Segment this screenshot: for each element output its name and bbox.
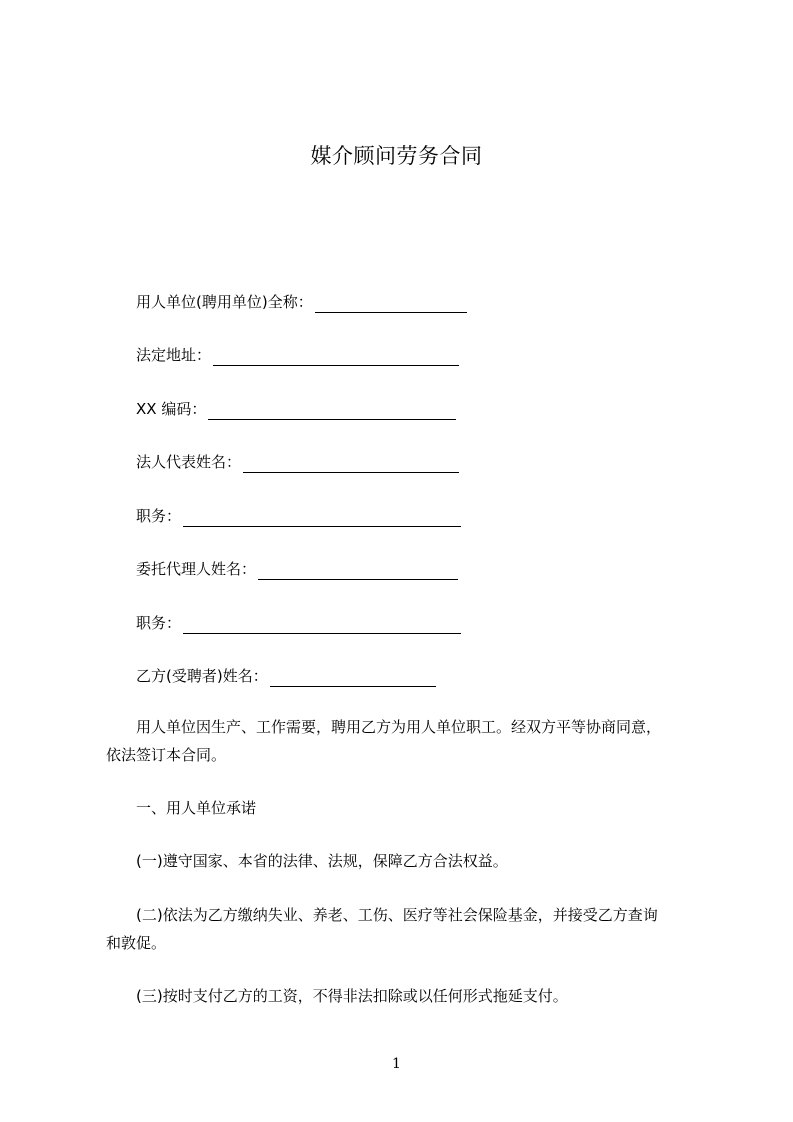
field-employer-name bbox=[136, 289, 467, 313]
field-label: 委托代理人姓名： bbox=[136, 560, 257, 578]
field-label: 法定地址： bbox=[136, 346, 212, 364]
field-label: 职务： bbox=[136, 507, 182, 525]
clause-2-line-2: 和敦促。 bbox=[106, 934, 167, 952]
document-title: 媒介顾问劳务合同 bbox=[310, 144, 483, 168]
intro-line-1: 用人单位因生产、工作需要，聘用乙方为用人单位职工。经双方平等协商同意， bbox=[136, 718, 662, 736]
intro-paragraph bbox=[106, 713, 706, 769]
intro-line-2: 依法签订本合同。 bbox=[106, 746, 227, 764]
blank-line bbox=[243, 454, 459, 473]
field-position-2 bbox=[136, 610, 461, 634]
section-heading: 一、用人单位承诺 bbox=[136, 799, 257, 817]
field-authorized-agent bbox=[136, 556, 458, 580]
field-code bbox=[136, 396, 456, 420]
clause-2 bbox=[106, 901, 706, 957]
field-legal-address bbox=[136, 342, 459, 366]
clause-1: (一)遵守国家、本省的法律、法规，保障乙方合法权益。 bbox=[136, 852, 508, 870]
blank-line bbox=[270, 668, 436, 687]
blank-line bbox=[213, 347, 459, 366]
field-label: 职务： bbox=[136, 614, 182, 632]
blank-line bbox=[208, 401, 456, 420]
field-position-1 bbox=[136, 503, 461, 527]
blank-line bbox=[183, 508, 461, 527]
field-label: XX 编码： bbox=[136, 400, 207, 418]
field-label: 法人代表姓名： bbox=[136, 453, 242, 471]
field-label: 用人单位(聘用单位)全称： bbox=[136, 293, 313, 311]
page-number: 1 bbox=[392, 1056, 401, 1072]
blank-line bbox=[315, 294, 467, 313]
blank-line bbox=[258, 561, 458, 580]
clause-2-line-1: (二)依法为乙方缴纳失业、养老、工伤、医疗等社会保险基金，并接受乙方查询 bbox=[136, 906, 658, 924]
blank-line bbox=[183, 615, 461, 634]
field-party-b-name bbox=[136, 663, 436, 687]
field-legal-representative bbox=[136, 449, 459, 473]
clause-3: (三)按时支付乙方的工资，不得非法扣除或以任何形式拖延支付。 bbox=[136, 987, 568, 1005]
field-label: 乙方(受聘者)姓名： bbox=[136, 667, 268, 685]
